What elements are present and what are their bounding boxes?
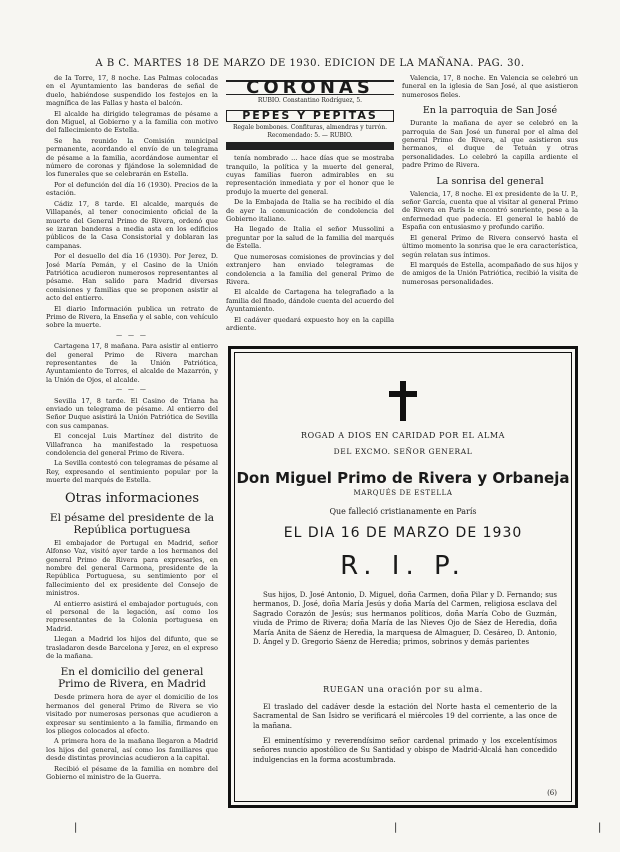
paragraph: El embajador de Portugal en Madrid, señor Alfonso Vaz, visitó ayer tarde a los hermanos del general Primo de Rivera para expresarles, en nombre del general Carmona, presidente de la República Portuguesa, su sentimiento por el fallecimiento del ex presidente del Consejo de ministros.: [46, 538, 218, 598]
paragraph: El cadáver quedará expuesto hoy en la capilla ardiente.: [226, 315, 394, 332]
coronas-ad-title: CORONAS: [226, 80, 394, 95]
paragraph: La Sevilla contestó con telegramas de pésame al Rey, expresando el sentimiento popular por la muerte del marqués de Estella.: [46, 459, 218, 485]
obituary-family: [253, 591, 557, 647]
page-header: A B C. MARTES 18 DE MARZO DE 1930. EDICION DE LA MAÑANA. PAG. 30.: [95, 58, 525, 69]
cross-icon: [389, 381, 417, 421]
paragraph: Cartagena 17, 8 mañana. Para asistir al entierro del general Primo de Rivera marchan representantes de la Unión Patriótica, Ayuntamiento de Torres, el alcalde de Mazarrón, y la Unión de Ojos, el alcalde.: [46, 342, 218, 384]
paragraph: Valencia, 17, 8 noche. En Valencia se celebró un funeral en la iglesia de San José, al que asistieron numerosos fieles.: [402, 74, 578, 99]
divider: — — —: [116, 331, 148, 339]
obituary-indulgences-text: El eminentísimo y reverendísimo señor cardenal primado y los excelentísimos señores nuncio apostólico de Su Santidad y obispo de Madrid-Alcalá han concedido indulgencias en la forma acostumbrada.: [253, 737, 557, 764]
column-middle: [226, 74, 394, 342]
obituary-family-text: Sus hijos, D. José Antonio, D. Miguel, doña Carmen, doña Pilar y D. Fernando; sus hermanos, D. José, doña María Jesús y doña María del Carmen, religiosa esclava del Sagrado Corazón de Jesús; sus hermanos políticos, doña María Cobo de Guzmán, viuda de Primo de Rivera; doña María de las Nieves Ojo de Sáez de Heredia, doña María Anita de Sáenz de Heredia, la marquesa de Almaguer, D. Cesáreo, D. Antonio, D. Ángel y D. Gregorio Sáenz de Heredia; primos, sobrinos y demás parientes: [253, 591, 557, 647]
heading-san-jose: En la parroquia de San José: [422, 105, 558, 117]
obituary-rip: R. I. P.: [340, 551, 466, 581]
paragraph: El concejal Luis Martínez del distrito de Villafranca ha manifestado la respetuosa condolencia del general Primo de Rivera.: [46, 432, 218, 458]
obituary-title: MARQUÉS DE ESTELLA: [353, 489, 453, 497]
heading-portuguese-condolence: El pésame del presidente de la República portuguesa: [49, 511, 215, 536]
paragraph: Desde primera hora de ayer el domicilio de los hermanos del general Primo de Rivera se vio visitado por numerosas personas que acudieron a expresar su sentimiento a la familia, firmando en los pliegos colocados al efecto.: [46, 693, 218, 735]
paragraph: El alcalde ha dirigido telegramas de pésame a don Miguel, al Gobierno y a la familia con motivo del fallecimiento de Estella.: [46, 109, 218, 135]
paragraph: A primera hora de la mañana llegaron a Madrid los hijos del general, así como los familiares que desde distintas provincias acudieron a la capital.: [46, 737, 218, 763]
obituary-pray-line: RUEGAN una oración por su alma.: [323, 685, 483, 694]
obituary-notice: [228, 346, 578, 808]
paragraph: El alcalde de Cartagena ha telegrafiado a la familia del finado, dándole cuenta del acuerdo del Ayuntamiento.: [226, 288, 394, 314]
paragraph: Que numerosas comisiones de provincias y del extranjero han enviado telegramas de condolencia a la familia del general Primo de Rivera.: [226, 252, 394, 286]
obituary-footnote: (6): [547, 789, 557, 797]
paragraph: Recibió el pésame de la familia en nombre del Gobierno el ministro de la Guerra.: [46, 764, 218, 782]
heading-madrid-home: En el domicilio del general Primo de Rivera, en Madrid: [58, 666, 206, 691]
heading-general-smile: La sonrisa del general: [436, 175, 544, 187]
paragraph: Cádiz 17, 8 tarde. El alcalde, marqués de Villapanés, al tener conocimiento oficial de la muerte del General Primo de Rivera, ordenó que se izaran banderas a media asta en los edificios públicos de la Casa Consistorial y doblaran las campanas.: [46, 199, 218, 250]
paragraph: Por el desuello del día 16 (1930). Por Jerez, D. José María Pemán, y el Casino de la Unión Patriótica acudieron numerosos representantes al pésame. Han salido para Madrid diversas comisiones y familias que se proponen asistir al acto del entierro.: [46, 252, 218, 303]
column-right: [402, 74, 578, 342]
obituary-line-general: DEL EXCMO. SEÑOR GENERAL: [333, 447, 473, 456]
column-left: [46, 74, 218, 844]
paragraph: Llegan a Madrid los hijos del difunto, que se trasladaron desde Barcelona y Jerez, en el expreso de la mañana.: [46, 635, 218, 660]
paragraph: Ha llegado de Italia el señor Mussolini a preguntar por la salud de la familia del marqués de Estella.: [226, 225, 394, 251]
pepes-ad-title: PEPES Y PEPITAS: [226, 110, 394, 122]
obituary-indulgences: [253, 737, 557, 765]
obituary-inner-border: [234, 352, 572, 802]
section-heading-other-news: Otras informaciones: [64, 490, 200, 506]
paragraph: El diario Información publica un retrato de Primo de Rivera, la Enseña y el sable, con vehículo sobre la muerte.: [46, 304, 218, 330]
paragraph: Durante la mañana de ayer se celebró en la parroquia de San José un funeral por el alma del general Primo de Rivera, al que asistieron sus hermanos, el duque de Tetuán y otras personalidades. Lo celebró la capilla ardiente el padre Primo de Rivera.: [402, 119, 578, 170]
bottom-mark: |: [394, 822, 398, 833]
paragraph: El general Primo de Rivera conservó hasta el último momento la sonrisa que le era característica, según relatan sus íntimos.: [402, 233, 578, 259]
obituary-date: EL DIA 16 DE MARZO DE 1930: [283, 525, 523, 541]
paragraph: Al entierro asistirá el embajador portugués, con el personal de la legación, así como los representantes de la Colonia portuguesa en Madrid.: [46, 599, 218, 633]
coronas-ad-subtitle: RUBIO. Constantino Rodríguez, 5.: [257, 97, 363, 105]
obituary-died-line: Que falleció cristianamente en París: [329, 507, 477, 516]
paragraph: Se ha reunido la Comisión municipal permanente, acordando el envío de un telegrama de pésame a la familia, acordándose aumentar el número de coronas y fijándose la solemnidad de los funerales que se celebrarán en Estella.: [46, 136, 218, 179]
obituary-name: Don Miguel Primo de Rivera y Orbaneja: [236, 469, 570, 487]
obituary-funeral-info: [253, 703, 557, 731]
paragraph: Valencia, 17, 8 noche. El ex presidente de la U. P., señor García, cuenta que al visitar al general Primo de Rivera en París le encontró sonriente, pese a la enfermedad que padecía. El general le habló de España con entusiasmo y profundo cariño.: [402, 189, 578, 232]
paragraph: tenía nombrado ... hace días que se mostraba tranquilo, la política y la muerte del general, cuyas familias fueron admirables en su representación inmediata y por el honor que le produjo la muerte del general.: [226, 154, 394, 196]
pepes-ad-text: Regale bombones. Confituras, almendras y turrón. Recomendado: 5. — RUBIO.: [232, 124, 388, 140]
paragraph: de Ia Torre, 17, 8 noche. Las Palmas colocadas en el Ayuntamiento las banderas de señal de duelo, habiéndose suspendido los festejos en la magnífica de las Fallas y hasta el balcón.: [46, 74, 218, 108]
obituary-line-pray: ROGAD A DIOS EN CARIDAD POR EL ALMA: [300, 431, 506, 440]
paragraph: El marqués de Estella, acompañado de sus hijos y de amigos de la Unión Patriótica, recibió la visita de numerosas personalidades.: [402, 260, 578, 286]
bottom-mark: |: [598, 822, 602, 833]
paragraph: De la Embajada de Italia se ha recibido el día de ayer la comunicación de condolencia del Gobierno italiano.: [226, 198, 394, 224]
paragraph: Sevilla 17, 8 tarde. El Casino de Triana ha enviado un telegrama de pésame. Al entierro del Señor Duque asistirá la Unión Patriótica de Sevilla con sus campanas.: [46, 396, 218, 430]
divider: — — —: [116, 386, 148, 394]
paragraph: Por el defunción del día 16 (1930). Precios de la estación.: [46, 180, 218, 198]
ad-divider-bar: [226, 142, 394, 150]
bottom-mark: |: [74, 822, 78, 833]
obituary-funeral-text: El traslado del cadáver desde la estación del Norte hasta el cementerio de la Sacramental de San Isidro se verificará el miércoles 19 del corriente, a las once de la mañana.: [253, 703, 557, 730]
